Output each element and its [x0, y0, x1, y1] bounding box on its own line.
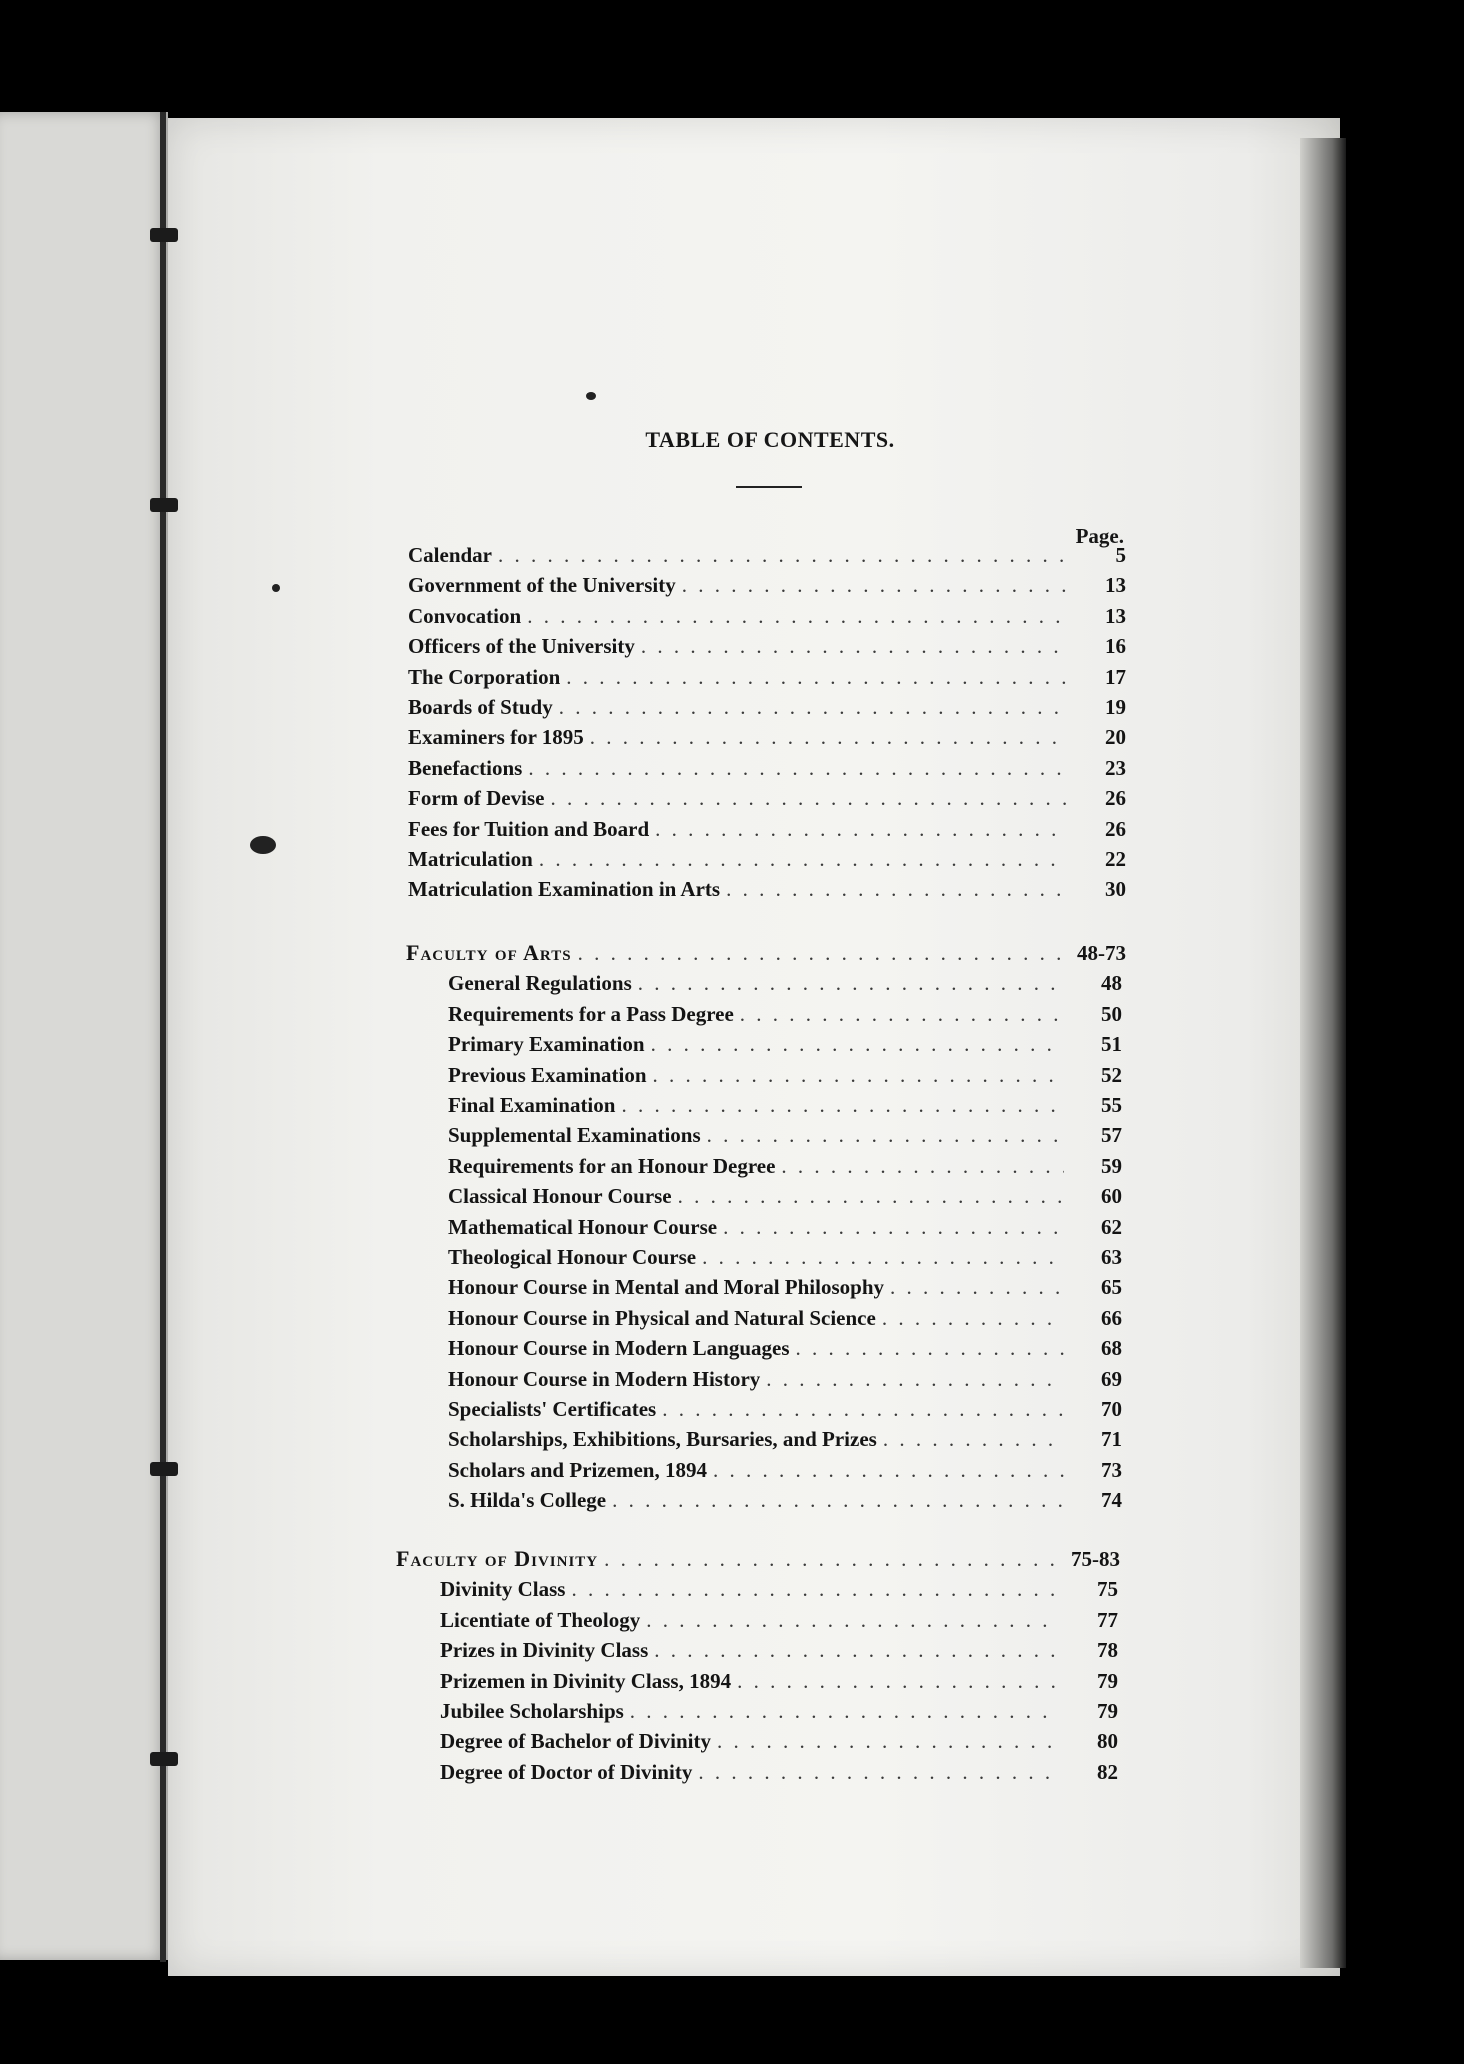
entry-page-number: 66: [1101, 1305, 1122, 1330]
entry-page-number: 75-83: [1071, 1547, 1120, 1571]
toc-subentry: [448, 1364, 1122, 1394]
toc-subentry: [440, 1757, 1118, 1787]
toc-subentry: [448, 1212, 1122, 1242]
toc-subentry: [440, 1574, 1118, 1604]
leader-dots: [678, 1181, 1064, 1211]
entry-page-number: 77: [1097, 1607, 1118, 1632]
leader-dots: [571, 1574, 1060, 1604]
entry-label: Primary Examination: [448, 1032, 645, 1057]
entry-label: Boards of Study: [408, 695, 553, 719]
toc-subentry: [448, 1485, 1122, 1515]
toc-subentry: [448, 1303, 1122, 1333]
leader-dots: [682, 570, 1068, 600]
entry-label: The Corporation: [408, 664, 561, 689]
entry-label: Theological Honour Course: [448, 1245, 697, 1269]
leader-dots: [766, 1364, 1064, 1394]
toc-entry: [408, 631, 1126, 661]
leader-dots: [651, 1029, 1064, 1059]
toc-subentry: [448, 1181, 1122, 1211]
entry-label: Faculty of Arts: [406, 940, 572, 965]
leader-dots: [883, 1424, 1064, 1454]
faculty-heading-arts: [406, 938, 1126, 968]
leader-dots: [621, 1090, 1064, 1120]
toc-entry: [408, 722, 1126, 752]
entry-page-number: 79: [1097, 1668, 1118, 1693]
toc-entry: [408, 692, 1126, 722]
entry-label: Supplemental Examinations: [448, 1123, 701, 1148]
leader-dots: [702, 1242, 1064, 1272]
leader-dots: [559, 692, 1068, 722]
leader-dots: [630, 1696, 1060, 1726]
leader-dots: [539, 844, 1068, 874]
entry-page-number: 23: [1105, 755, 1126, 780]
leader-dots: [723, 1212, 1064, 1242]
leader-dots: [604, 1544, 1062, 1574]
toc-subentry: [448, 1455, 1122, 1485]
toc-subentry: [448, 1333, 1122, 1363]
entry-page-number: 51: [1101, 1032, 1122, 1057]
entry-label: Honour Course in Modern History: [448, 1366, 761, 1391]
toc-subentry: [448, 1272, 1122, 1302]
entry-label: Faculty of Divinity: [396, 1546, 599, 1571]
toc-entry: [408, 783, 1126, 813]
entry-page-number: 82: [1097, 1759, 1118, 1784]
leader-dots: [662, 1394, 1064, 1424]
entry-page-number: 65: [1101, 1275, 1122, 1300]
leader-dots: [726, 874, 1068, 904]
entry-page-number: 30: [1105, 877, 1126, 902]
entry-label: Requirements for a Pass Degree: [448, 1001, 734, 1026]
entry-page-number: 69: [1101, 1366, 1122, 1391]
entry-page-number: 22: [1105, 847, 1126, 871]
leader-dots: [796, 1333, 1065, 1363]
entry-page-number: 52: [1101, 1062, 1122, 1087]
entry-label: Honour Course in Modern Languages: [448, 1336, 790, 1361]
entry-label: Jubilee Scholarships: [440, 1699, 624, 1723]
toc-subentry: [448, 1242, 1122, 1272]
leader-dots: [528, 753, 1068, 783]
entry-page-number: 20: [1105, 725, 1126, 750]
entry-label: Fees for Tuition and Board: [408, 816, 650, 841]
entry-page-number: 59: [1101, 1153, 1122, 1178]
entry-page-number: 57: [1101, 1123, 1122, 1148]
entry-page-number: 26: [1105, 786, 1126, 811]
leader-dots: [737, 1666, 1060, 1696]
leader-dots: [655, 814, 1068, 844]
entry-label: Previous Examination: [448, 1062, 647, 1087]
toc-entry: [408, 540, 1126, 570]
entry-page-number: 17: [1105, 664, 1126, 689]
entry-page-number: 19: [1105, 695, 1126, 719]
entry-label: Government of the University: [408, 573, 676, 598]
entry-label: Examiners for 1895: [408, 725, 584, 750]
entry-page-number: 80: [1097, 1729, 1118, 1754]
leader-dots: [578, 938, 1068, 968]
toc-subentry: [448, 1424, 1122, 1454]
leader-dots: [566, 662, 1068, 692]
toc-subentry: [440, 1605, 1118, 1635]
faculty-heading-divinity: [396, 1544, 1120, 1574]
toc-entry: [408, 874, 1126, 904]
toc-subentry: [448, 968, 1122, 998]
entry-page-number: 50: [1101, 1001, 1122, 1026]
entry-label: Divinity Class: [440, 1577, 566, 1602]
page-title: TABLE OF CONTENTS.: [645, 426, 895, 452]
entry-label: Classical Honour Course: [448, 1184, 672, 1209]
toc-subentry: [448, 1060, 1122, 1090]
entry-page-number: 26: [1105, 816, 1126, 841]
entry-label: Prizemen in Divinity Class, 1894: [440, 1668, 732, 1693]
toc-subentry: [448, 1120, 1122, 1150]
entry-label: Benefactions: [408, 755, 523, 780]
entry-label: S. Hilda's College: [448, 1488, 607, 1513]
entry-label: General Regulations: [448, 971, 632, 996]
leader-dots: [612, 1485, 1064, 1515]
leader-dots: [498, 540, 1068, 570]
leader-dots: [713, 1455, 1064, 1485]
toc-subentry: [440, 1666, 1118, 1696]
entry-page-number: 68: [1101, 1336, 1122, 1361]
page-column-heading: Page.: [1075, 524, 1124, 548]
entry-label: Requirements for an Honour Degree: [448, 1153, 776, 1178]
entry-label: Form of Devise: [408, 786, 545, 811]
entry-label: Matriculation Examination in Arts: [408, 877, 721, 902]
toc-entry: [408, 753, 1126, 783]
toc-entry: [408, 844, 1126, 874]
toc-subentry: [448, 1394, 1122, 1424]
entry-page-number: 48: [1101, 971, 1122, 996]
toc-subentry: [448, 1090, 1122, 1120]
entry-page-number: 63: [1101, 1245, 1122, 1269]
leader-dots: [890, 1272, 1064, 1302]
leader-dots: [654, 1635, 1060, 1665]
toc-subentry: [448, 1151, 1122, 1181]
toc-entry: [408, 814, 1126, 844]
entry-page-number: 79: [1097, 1699, 1118, 1723]
leader-dots: [698, 1757, 1060, 1787]
toc-entry: [408, 601, 1126, 631]
toc-entry: [408, 662, 1126, 692]
leader-dots: [641, 631, 1068, 661]
entry-label: Scholars and Prizemen, 1894: [448, 1457, 707, 1482]
leader-dots: [653, 1060, 1064, 1090]
toc-entry: [408, 570, 1126, 600]
toc-subentry: [440, 1635, 1118, 1665]
entry-page-number: 13: [1105, 573, 1126, 598]
entry-label: Degree of Bachelor of Divinity: [440, 1729, 712, 1754]
toc-subentry: [448, 1029, 1122, 1059]
entry-page-number: 13: [1105, 603, 1126, 628]
toc-subentry: [440, 1696, 1118, 1726]
leader-dots: [550, 783, 1068, 813]
entry-label: Final Examination: [448, 1093, 616, 1117]
entry-page-number: 74: [1101, 1488, 1122, 1513]
entry-label: Prizes in Divinity Class: [440, 1638, 649, 1663]
entry-page-number: 55: [1101, 1093, 1122, 1117]
entry-label: Mathematical Honour Course: [448, 1214, 718, 1239]
entry-page-number: 73: [1101, 1457, 1122, 1482]
toc-subentry: [440, 1726, 1118, 1756]
leader-dots: [590, 722, 1068, 752]
entry-label: Scholarships, Exhibitions, Bursaries, and Prizes: [448, 1427, 877, 1452]
entry-page-number: 71: [1101, 1427, 1122, 1452]
entry-page-number: 75: [1097, 1577, 1118, 1602]
toc-subentry: [448, 999, 1122, 1029]
leader-dots: [638, 968, 1064, 998]
leader-dots: [646, 1605, 1060, 1635]
entry-page-number: 60: [1101, 1184, 1122, 1209]
entry-page-number: 62: [1101, 1214, 1122, 1239]
entry-page-number: 70: [1101, 1397, 1122, 1421]
entry-page-number: 5: [1115, 543, 1126, 567]
entry-label: Degree of Doctor of Divinity: [440, 1759, 693, 1784]
entry-label: Officers of the University: [408, 634, 635, 659]
leader-dots: [717, 1726, 1060, 1756]
entry-label: Licentiate of Theology: [440, 1607, 641, 1632]
entry-page-number: 78: [1097, 1638, 1118, 1663]
entry-page-number: 16: [1105, 634, 1126, 659]
entry-label: Calendar: [408, 543, 492, 567]
leader-dots: [740, 999, 1064, 1029]
leader-dots: [781, 1151, 1064, 1181]
entry-label: Specialists' Certificates: [448, 1397, 657, 1421]
leader-dots: [707, 1120, 1064, 1150]
entry-label: Honour Course in Physical and Natural Science: [448, 1305, 876, 1330]
entry-label: Honour Course in Mental and Moral Philosophy: [448, 1275, 884, 1300]
leader-dots: [527, 601, 1068, 631]
entry-page-number: 48-73: [1077, 941, 1126, 965]
leader-dots: [882, 1303, 1064, 1333]
entry-label: Convocation: [408, 603, 522, 628]
entry-label: Matriculation: [408, 847, 533, 871]
